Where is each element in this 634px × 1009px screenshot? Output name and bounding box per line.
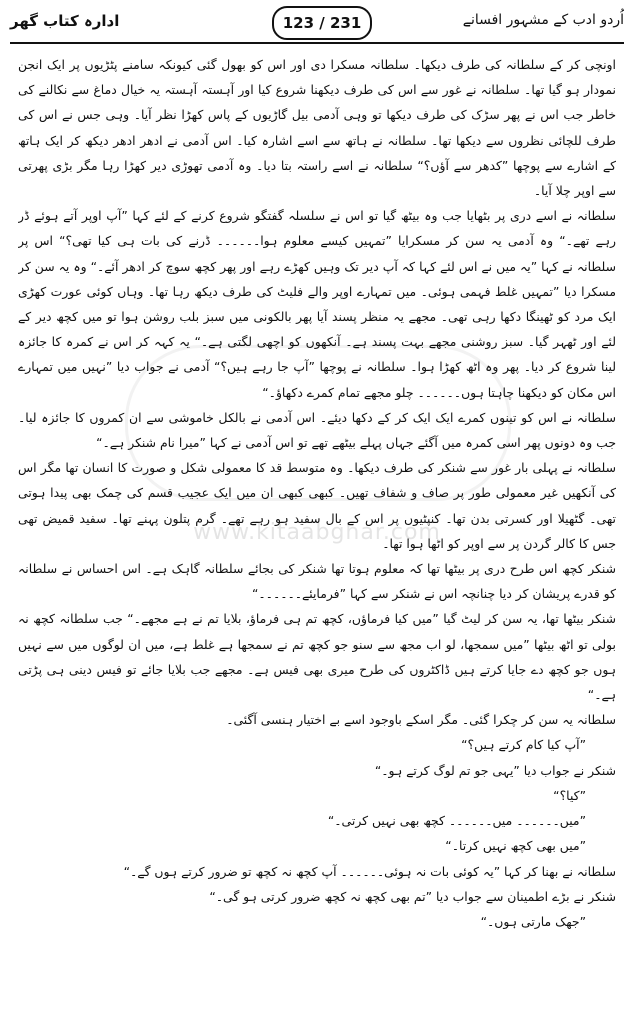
- book-title: اُردو ادب کے مشہور افسانے: [462, 12, 624, 28]
- paragraph: اونچی کر کے سلطانہ کی طرف دیکھا۔ سلطانہ مسکرا دی اور اس کو بھول گئی کیونکہ سامنے پٹڑیوں پر ایک انجن نمودار ہو گیا تھا۔ سلطانہ نے غور سے اس کی طرف دیکھنا شروع کیا اور آہستہ آہستہ یہ خیال دماغ سے نکالنے کی خاطر جب اس نے پھر سڑک کی طرف دیکھا تو وہی آدمی بیل گاڑیوں کے پاس کھڑا نظر آیا۔ وہی جس نے اس کی طرف للچائی نظروں سے دیکھا تھا۔ سلطانہ نے ہاتھ سے اسے اشارہ کیا۔ اس آدمی نے ادھر ادھر دیکھ کر ایک ہاتھ کے اشارے سے پوچھا ”کدھر سے آؤں؟“ سلطانہ نے اسے راستہ بتا دیا۔ وہ آدمی تھوڑی دیر کھڑا رہا مگر بڑی پھرتی سے اوپر چلا آیا۔: [18, 57, 616, 199]
- story-text: [18, 52, 616, 1003]
- paragraph: شنکر کچھ اس طرح دری پر بیٹھا تھا کہ معلوم ہوتا تھا شنکر کی بجائے سلطانہ گاہک ہے۔ اس احساس نے سلطانہ کو قدرے پریشان کر دیا چنانچہ اس نے شنکر سے کہا ”فرمایئے۔۔۔۔۔۔“: [18, 561, 616, 602]
- paragraph: شنکر بیٹھا تھا، یہ سن کر لیٹ گیا ”میں کیا فرماؤں، کچھ تم ہی فرماؤ، بلایا تم نے ہے مجھے۔“ جب سلطانہ کچھ نہ بولی تو اٹھ بیٹھا ”میں سمجھا، لو اب مجھ سے سنو جو کچھ تم نے سمجھا ہے غلط ہے، میں ان لوگوں میں سے نہیں ہوں جو کچھ دے جایا کرتے ہیں ڈاکٹروں کی طرح میری بھی فیس ہے۔ مجھے جب بلایا جائے تو فیس دینی ہی پڑتی ہے۔“: [18, 611, 616, 703]
- publisher-name: ادارہ کتاب گھر: [10, 12, 120, 30]
- dialog-line: ”میں بھی کچھ نہیں کرتا۔“: [445, 838, 586, 854]
- page-number-badge: 123 / 231: [272, 6, 372, 40]
- page-header: [10, 6, 624, 40]
- paragraph: سلطانہ نے پہلی بار غور سے شنکر کی طرف دیکھا۔ وہ متوسط قد کا معمولی شکل و صورت کا انسان تھا مگر اس کی آنکھیں غیر معمولی طور پر صاف و شفاف تھیں۔ کبھی کبھی ان میں ایک عجیب قسم کی چمک بھی پیدا ہوتی تھی۔ گٹھیلا اور کسرتی بدن تھا۔ کنپٹیوں پر اس کے بال سفید ہو رہے تھے۔ گرم پتلون پہنے تھا۔ سفید قمیض تھی جس کا کالر گردن پر سے اوپر کو اٹھا ہوا تھا۔: [18, 460, 616, 551]
- paragraph: سلطانہ نے اسے دری پر بٹھایا جب وہ بیٹھ گیا تو اس نے سلسلہ گفتگو شروع کرنے کے لئے کہا ”آپ اوپر آتے ہوئے ڈر رہے تھے۔“ وہ آدمی یہ سن کر مسکرایا ”تمہیں کیسے معلوم ہوا۔۔۔۔۔۔ ڈرنے کی بات ہی کیا تھی؟“ اس پر سلطانہ نے کہا ”یہ میں نے اس لئے کہا کہ آپ دیر تک وہیں کھڑے رہے اور پھر کچھ سوچ کر ادھر آئے۔“ وہ یہ سن کر مسکرا دیا ”تمہیں غلط فہمی ہوئی۔ میں تمہارے اوپر والے فلیٹ کی طرف دیکھ رہا تھا۔ وہاں کوئی عورت کھڑی ایک مرد کو ٹھینگا دکھا رہی تھی۔ مجھے یہ منظر پسند آیا پھر بالکونی میں سبز بلب روشن ہوا تو میں کچھ دیر کے لئے اور ٹھہر گیا۔ سبز روشنی مجھے بہت پسند ہے۔ آنکھوں کو اچھی لگتی ہے۔“ یہ کہہ کر اس نے کمرہ کا جائزہ لینا شروع کر دیا۔ پھر وہ اٹھ کھڑا ہوا۔ سلطانہ نے پوچھا ”آپ جا رہے ہیں؟“ آدمی نے جواب دیا ”نہیں میں تمہارے اس مکان کو دیکھنا چاہتا ہوں۔۔۔۔۔۔ چلو مجھے تمام کمرے دکھاؤ۔“: [18, 208, 616, 400]
- dialog-line: ”میں۔۔۔۔۔۔ میں۔۔۔۔۔۔ کچھ بھی نہیں کرتی۔“: [327, 813, 586, 829]
- dialog-line: ”جھک مارتی ہوں۔“: [480, 913, 586, 929]
- dialog-line: ”کیا؟“: [553, 787, 586, 803]
- dialog-line: شنکر نے جواب دیا ”یہی جو تم لوگ کرتے ہو۔“: [374, 762, 616, 778]
- paragraph: سلطانہ یہ سن کر چکرا گئی۔ مگر اسکے باوجود اسے بے اختیار ہنسی آگئی۔: [226, 712, 616, 728]
- dialog-line: ”آپ کیا کام کرتے ہیں؟“: [461, 737, 586, 753]
- watermark-url: www.kitaabghar.com: [193, 520, 441, 545]
- dialog-line: سلطانہ نے بھنا کر کہا ”یہ کوئی بات نہ ہوئی۔۔۔۔۔۔ آپ کچھ نہ کچھ تو ضرور کرتے ہوں گے۔“: [123, 863, 616, 879]
- header-divider: [10, 42, 624, 44]
- paragraph: سلطانہ نے اس کو تینوں کمرے ایک ایک کر کے دکھا دیئے۔ اس آدمی نے بالکل خاموشی سے ان کمروں کا جائزہ لیا۔ جب وہ دونوں پھر اسی کمرہ میں آگئے جہاں پہلے بیٹھے تھے تو اس آدمی نے کہا ”میرا نام شنکر ہے۔“: [18, 409, 616, 451]
- dialog-line: شنکر نے بڑے اطمینان سے جواب دیا ”تم بھی کچھ نہ کچھ ضرور کرتی ہو گی۔“: [209, 888, 616, 904]
